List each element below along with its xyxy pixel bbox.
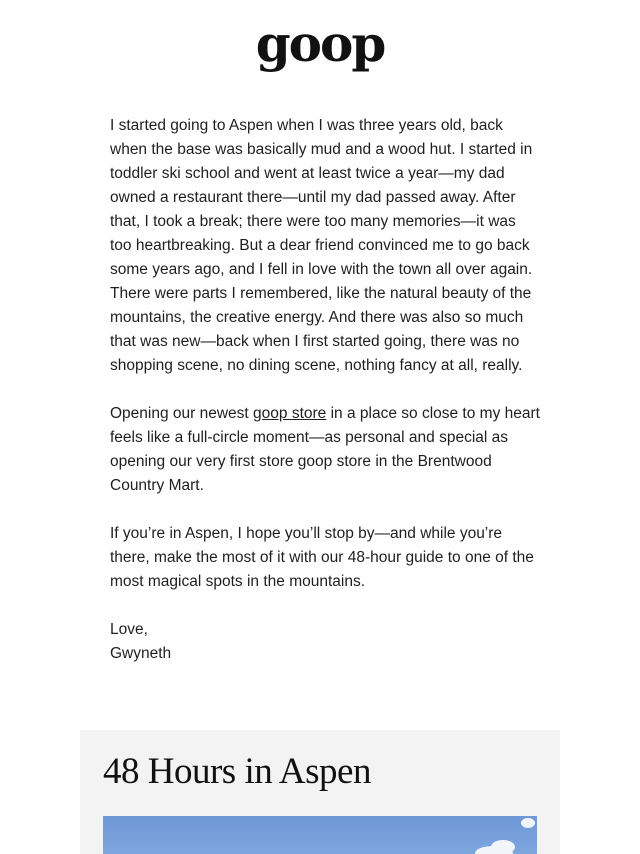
goop-logo[interactable]: goop — [255, 14, 385, 73]
aspen-hero-image[interactable] — [103, 816, 537, 854]
cloud-shape — [491, 840, 515, 854]
letter-paragraph-3: If you’re in Aspen, I hope you’ll stop by—and while you’re there, make the most of it with our 48-hour guide to one of the most magical spots in the mountains. — [110, 525, 534, 590]
editor-letter — [110, 114, 540, 690]
signature-name: Gwyneth — [110, 645, 172, 662]
letter-paragraph-1: I started going to Aspen when I was three years old, back when the base was basically mud and a wood hut. I started in toddler ski school and went at least twice a year—my dad owned a restaurant there—until my dad passed away. After that, I took a break; there were too many memories—it was too heartbreaking. But a dear friend convinced me to go back some years ago, and I fell in love with the town all over again. There were parts I remembered, like the natural beauty of the mountains, the creative energy. And there was also so much that was new—back when I first started going, there was no shopping scene, no dining scene, nothing fancy at all, really. — [110, 117, 533, 374]
paragraph-2-text-end: in a place so close to my heart feels like a full-circle moment—as personal and special as opening our very first store goop store in the Brentwood Country Mart. — [110, 405, 540, 494]
aspen-guide-feature[interactable] — [80, 730, 560, 854]
letter-paragraph-2 — [110, 402, 540, 498]
feature-title[interactable]: 48 Hours in Aspen — [103, 751, 371, 792]
paragraph-2-text-start: Opening our newest — [110, 405, 254, 422]
cloud-shape — [521, 818, 535, 828]
goop-store-link[interactable]: goop store — [253, 405, 327, 422]
sign-off — [110, 618, 540, 666]
closing-text: Love, — [110, 621, 148, 638]
